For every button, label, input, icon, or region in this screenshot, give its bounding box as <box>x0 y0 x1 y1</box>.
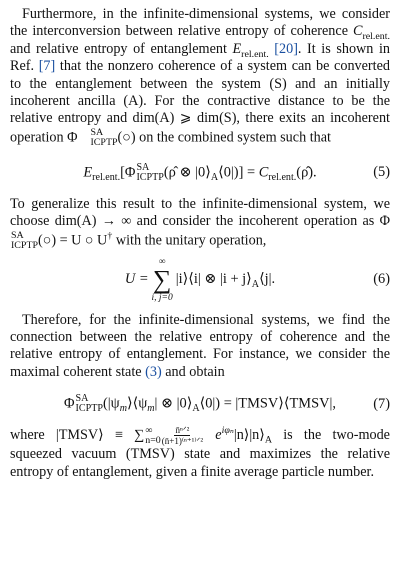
equation-6: U = ∞ ∑ i, j=0 |i⟩⟨i| ⊗ $|i + j⟩_A⟨j|$. (6) <box>124 256 390 303</box>
paragraph-coherence-entanglement: Furthermore, in the infinite-dimensional systems, we consider the interconversion between relative entropy of coherence $C_{rel.ent.}$ and relative entropy of entanglement $E_{rel.ent.}$ [20]. It is shown in Ref. [7] that the nonzero coherence of a system can be converted to the entanglement between the system (S) and an initially incoherent ancilla (A). For the contractive distance to be the relative entropy and dim(A) ⩾ dim(S), there exits an incoherent operation Φ SA ICPTP (○) on the combined system such that <box>10 6 390 148</box>
equation-number: (6) <box>373 271 390 288</box>
citation-link[interactable]: [20] <box>274 40 298 57</box>
equation-number: (7) <box>373 395 390 412</box>
equation-5: $E_{rel.ent.}[\Phi$ SA ICPTP (ρ̂ ⊗ $|0⟩_A⟨0|$)] = $C_{rel.ent.}(\rhô)$. (5) <box>83 161 390 184</box>
citation-link[interactable]: (3) <box>145 363 162 380</box>
fraction: $\frac{\text{n̄ⁿᐟ²}}{\text{(n̄+1)⁽ⁿ⁺¹⁾ᐟ²}}$ <box>161 425 204 447</box>
paragraph-tmsv: where |TMSV⟩ ≡ ∑ ∞ n=0 $\frac{\text{n̄ⁿᐟ²}}{\text{(n̄+1)⁽ⁿ⁺¹⁾ᐟ²}}$ $e^{i\varphi_n}|n⟩|n⟩_A$ is the two-mode squeezed vacuum (TMSV) state and maximizes the relative entropy of entanglement, given a finite average particle number. <box>10 424 390 480</box>
paragraph-infinite-dim: To generalize this result to the infinite-dimensional system, we choose dim(A) → ∞ and consider the incoherent operation as Φ SA ICPTP (○) = U ○ U† with the unitary operation, <box>10 195 390 251</box>
paragraph-connection: Therefore, for the infinite-dimensional systems, we find the connection between the relative entropy of coherence and the relative entropy of entanglement. For instance, we consider the maximal coherent state (3) and obtain <box>10 311 390 380</box>
summation-symbol: ∞ ∑ i, j=0 <box>151 256 173 303</box>
citation-link[interactable]: [7] <box>38 58 56 75</box>
equation-number: (5) <box>373 164 390 181</box>
equation-7: Φ SA ICPTP ($|\psi_m⟩⟨\psi_m|$ ⊗ $|0⟩_A⟨0|$) = |TMSV⟩⟨TMSV|, (7) <box>64 393 390 415</box>
